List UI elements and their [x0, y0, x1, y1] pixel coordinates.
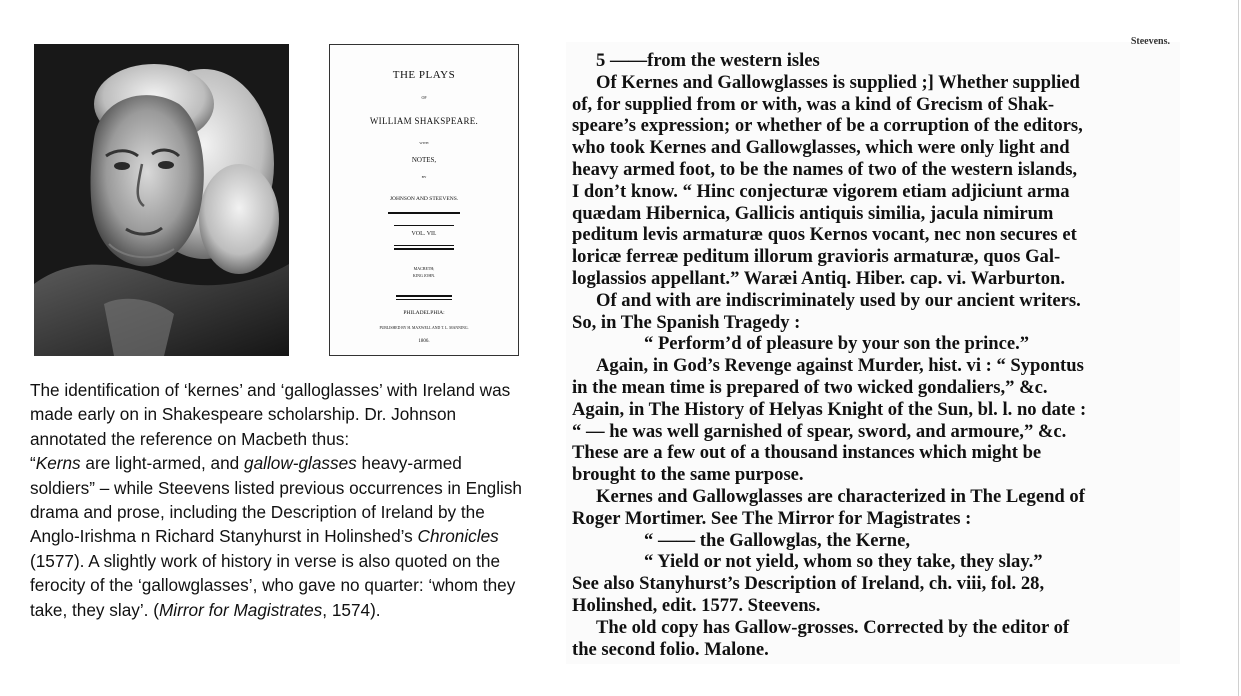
- scan-line: the second folio. Malone.: [572, 638, 769, 660]
- scan-line: The old copy has Gallow-grosses. Corrected by the editor of: [596, 616, 1070, 638]
- slide-edge-divider: [1238, 0, 1239, 696]
- scan-line: quædam Hibernica, Gallicis antiquis similia, jacula nimirum: [572, 202, 1054, 224]
- caption-paragraph: [30, 378, 530, 622]
- scan-line: “ —— the Gallowglas, the Kerne,: [644, 529, 910, 551]
- title-page-title: THE PLAYS: [392, 69, 456, 81]
- title-page-author: WILLIAM SHAKSPEARE.: [369, 116, 479, 126]
- caption-gallow-glasses: gallow-glasses: [244, 453, 357, 474]
- scan-line: 5 ——from the western isles: [596, 50, 820, 71]
- scan-line: of, for supplied from or with, was a kind of Grecism of Shak-: [572, 93, 1055, 115]
- title-page-rule: [394, 245, 454, 246]
- title-page-year: 1806.: [418, 339, 430, 344]
- scan-line: Of and with are indiscriminately used by our ancient writers.: [596, 289, 1081, 311]
- title-page-rule: [396, 299, 452, 300]
- scan-line: See also Stanyhurst’s Description of Ireland, ch. viii, fol. 28,: [572, 573, 1045, 595]
- caption-part: , 1574).: [322, 599, 381, 620]
- caption-part: (1577). A slightly work of history in verse is also quoted on the ferocity of the ‘gallowglasses’, who gave no quarter: ‘whom they take, they slay’. (: [30, 550, 516, 620]
- scan-line: Again, in God’s Revenge against Murder, hist. vi : “ Sypontus: [596, 355, 1084, 377]
- portrait-image: [34, 44, 289, 356]
- scan-line: brought to the same purpose.: [572, 464, 804, 486]
- scan-line: Kernes and Gallowglasses are characterized in The Legend of: [596, 485, 1085, 507]
- caption-intro: The identification of ‘kernes’ and ‘galloglasses’ with Ireland was made early on in Shakespeare scholarship. Dr. Johnson annotated the reference on Macbeth thus:: [30, 380, 511, 449]
- scan-line: These are a few out of a thousand instances which might be: [572, 442, 1042, 464]
- title-page-volume: VOL. VII.: [411, 231, 437, 237]
- portrait-engraving-icon: [34, 44, 289, 356]
- scan-line: “ Yield or not yield, whom so they take, they slay.”: [644, 551, 1043, 573]
- scan-line: Of Kernes and Gallowglasses is supplied ;] Whether supplied: [596, 71, 1080, 93]
- scan-line: speare’s expression; or whether of be a corruption of the editors,: [572, 115, 1083, 137]
- title-page-with: WITH: [419, 141, 429, 145]
- scan-line: loglassios appellant.” Waræi Antiq. Hiber. cap. vi. Warburton.: [572, 267, 1065, 289]
- scan-line: heavy armed foot, to be the names of two of the western islands,: [572, 158, 1078, 180]
- title-page-plays-line-1: MACBETH;: [413, 266, 435, 271]
- title-page-rule: [394, 248, 454, 250]
- scan-line: in the mean time is prepared of two wicked gondaliers,” &c.: [572, 376, 1048, 398]
- caption-mirror: Mirror for Magistrates: [158, 599, 323, 620]
- title-page-editors: JOHNSON AND STEEVENS.: [389, 196, 459, 202]
- scan-line: Again, in The History of Helyas Knight of the Sun, bl. l. no date :: [572, 398, 1087, 420]
- title-page-by: BY: [421, 175, 427, 179]
- title-page-city: PHILADELPHIA:: [403, 310, 445, 316]
- title-page-rule: [394, 225, 454, 226]
- scan-line: “ — he was well garnished of spear, sword, and armoure,” &c.: [572, 420, 1067, 442]
- title-page-of: OF: [421, 95, 427, 100]
- title-page-rule: [396, 295, 452, 297]
- scanned-page-text: [572, 50, 1177, 660]
- scan-line: So, in The Spanish Tragedy :: [572, 311, 801, 333]
- scan-line: loricæ ferreæ peditum illorum gravioris armaturæ, quos Gal-: [572, 246, 1061, 268]
- scan-line: peditum levis armaturæ quos Kernos vocant, nec non secures et: [572, 224, 1077, 246]
- scan-line: Roger Mortimer. See The Mirror for Magistrates :: [572, 507, 972, 529]
- scan-line: “ Perform’d of pleasure by your son the prince.”: [644, 333, 1030, 355]
- scan-line: who took Kernes and Gallowglasses, which were only light and: [572, 137, 1070, 159]
- title-page-publisher: PUBLISHED BY H. MAXWELL AND T. L. MANNING.: [379, 326, 469, 330]
- title-page-rule: [388, 212, 460, 214]
- title-page-notes: NOTES,: [411, 156, 437, 164]
- caption-chronicles: Chronicles: [417, 526, 499, 547]
- caption-part: heavy-armed soldiers” – while Steevens listed previous occurrences in English drama and prose, including the Description of Ireland by the Anglo-Irishma n Richard Stanyhurst in Holinshed’s: [30, 453, 522, 547]
- scan-line: Holinshed, edit. 1577. Steevens.: [572, 594, 821, 616]
- caption-part: “: [30, 453, 36, 474]
- scan-line: I don’t know. “ Hinc conjecturæ vigorem etiam adjiciunt arma: [572, 180, 1070, 202]
- caption-text: [30, 378, 530, 622]
- scanned-page-image: [566, 36, 1180, 664]
- title-page-image: [329, 44, 519, 356]
- running-head: Steevens.: [1130, 36, 1170, 47]
- caption-kerns: Kerns: [35, 453, 81, 474]
- caption-part: are light-armed, and: [80, 453, 245, 474]
- title-page-plays-line-2: KING JOHN.: [412, 273, 436, 278]
